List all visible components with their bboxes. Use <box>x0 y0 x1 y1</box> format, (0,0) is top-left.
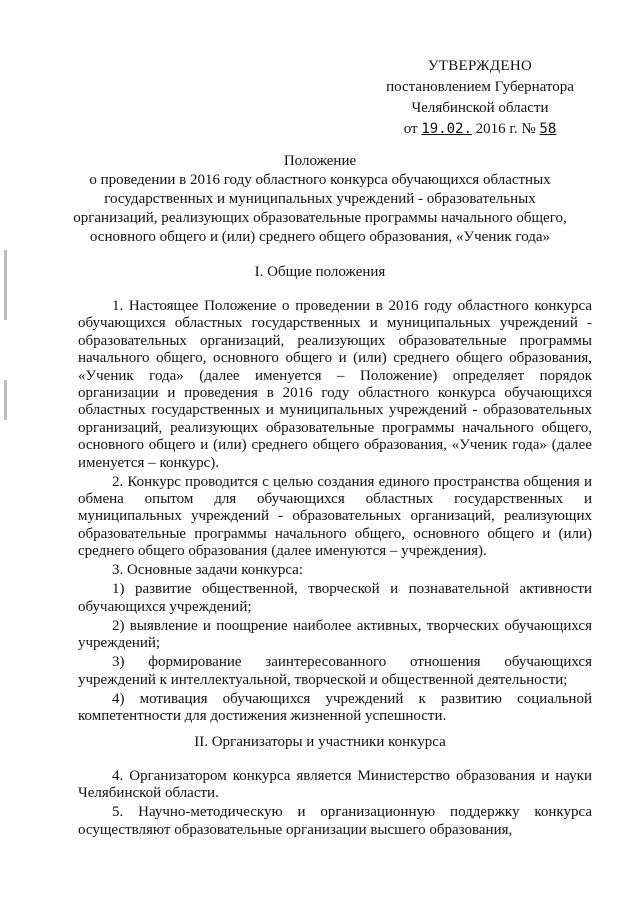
title-line-1: Положение <box>283 153 357 169</box>
approval-date: 19.02. <box>421 121 472 137</box>
paragraph: 3. Основные задачи конкурса: <box>112 562 304 579</box>
title-line-4: организаций, реализующих образовательные программы начального общего, <box>73 210 567 226</box>
approval-stamp-block <box>360 56 600 140</box>
paragraph: 1) развитие общественной, творческой и познавательной активности обучающихся учреждений; <box>78 581 592 615</box>
date-suffix: 2016 г. № <box>475 121 536 137</box>
section-1-heading: I. Общие положения <box>254 264 386 280</box>
approval-line-1: постановлением Губернатора <box>386 79 574 95</box>
approval-date-line <box>360 119 600 140</box>
approval-line-2: Челябинской области <box>411 100 549 116</box>
scan-margin-mark <box>4 380 7 420</box>
title-line-5: основного общего и (или) среднего общего образования, «Ученик года» <box>89 229 551 245</box>
approval-number: 58 <box>539 121 557 137</box>
title-line-3: государственных и муниципальных учреждений - образовательных <box>104 191 536 207</box>
paragraph: 2. Конкурс проводится с целью создания единого пространства общения и обмена опытом для обучающихся областных государственных и муниципальных учреждений - образовательных организаций, реализующих образовательные программы начального общего, основного общего и (или) среднего общего образования (далее именуются – учреждения). <box>78 473 592 560</box>
scan-margin-mark <box>4 250 7 320</box>
paragraph: 5. Научно-методическую и организационную поддержку конкурса осуществляют образовательные организации высшего образования, <box>78 804 592 838</box>
document-title <box>60 152 580 247</box>
paragraph: 3) формирование заинтересованного отношения обучающихся учреждений к интеллектуальной, творческой и общественной деятельности; <box>78 654 592 688</box>
section-2-body <box>78 768 592 839</box>
paragraph: 4) мотивация обучающихся учреждений к развитию социальной компетентности для достижения жизненной успешности. <box>78 690 592 724</box>
paragraph: 1. Настоящее Положение о проведении в 2016 году областного конкурса обучающихся областных государственных и муниципальных учреждений - образовательных организаций, реализующих образовательные программы начального общего, основного общего и (или) среднего общего образования, «Ученик года» (далее именуется – Положение) определяет порядок организации и проведения в 2016 году областного конкурса обучающихся областных государственных и муниципальных учреждений - образовательных организаций, реализующих образовательные программы начального общего, основного общего и (или) среднего общего образования, «Ученик года» (далее именуется – конкурс). <box>78 298 592 471</box>
date-prefix: от <box>403 121 418 137</box>
section-1-body <box>78 298 592 725</box>
paragraph: 4. Организатором конкурса является Министерство образования и науки Челябинской области. <box>78 768 592 802</box>
approval-heading: УТВЕРЖДЕНО <box>427 58 533 74</box>
section-2-heading: II. Организаторы и участники конкурса <box>194 734 446 750</box>
paragraph: 2) выявление и поощрение наиболее активных, творческих обучающихся учреждений; <box>78 617 592 652</box>
title-line-2: о проведении в 2016 году областного конкурса обучающихся областных <box>89 172 551 188</box>
